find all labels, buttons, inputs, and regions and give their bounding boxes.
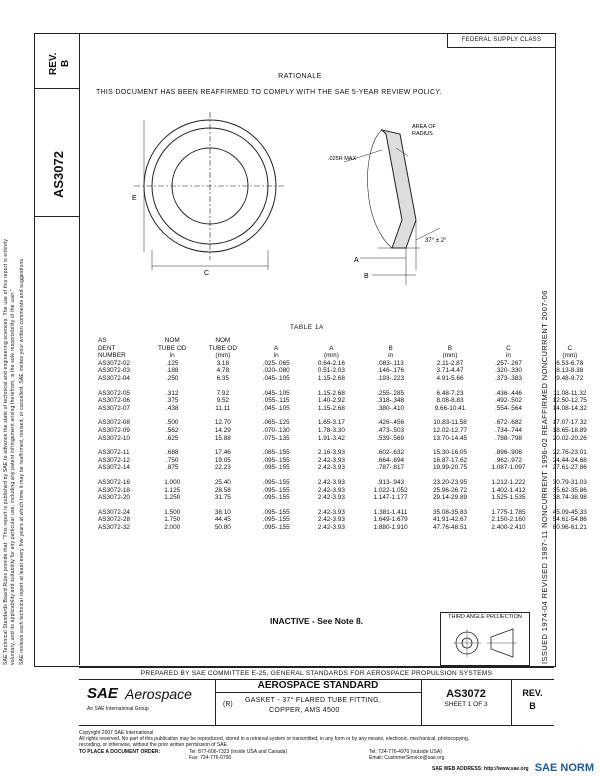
projection-symbol — [451, 625, 521, 661]
table-row — [92, 427, 600, 435]
table-cell: 6.35 — [216, 374, 230, 382]
table-cell: 38.10 — [214, 508, 231, 516]
table-cell: .250 — [165, 374, 179, 382]
radius-label: RADIUS — [412, 131, 433, 137]
table-cell: .188 — [165, 367, 179, 375]
rev-label: REV. — [522, 688, 543, 698]
table-cell: 4.78 — [216, 367, 230, 375]
left-note-line-1: SAE Technical Standards Board Rules provide that: "This report is published by SAE to advance the state of technical and engineering sciences. The use of this report is entirely — [3, 238, 9, 665]
table-cell: 11.11 — [215, 404, 231, 412]
row-spacer — [92, 502, 600, 509]
table-cell: 30.79-31.03 — [552, 478, 587, 486]
table-cell: 38.74-38.98 — [552, 494, 587, 502]
table-row — [92, 367, 600, 375]
table-cell: .257-.267 — [494, 359, 522, 367]
table-row — [92, 457, 600, 465]
table-cell: AS3072-08 — [98, 419, 130, 427]
hdr: A — [274, 344, 279, 352]
table-cell: 2.42-3.93 — [317, 523, 345, 531]
table-cell: 1.750 — [164, 516, 181, 524]
doc-number-vertical: AS3072 — [51, 151, 66, 198]
hdr: in — [169, 352, 175, 360]
table-cell: AS3072-04 — [98, 374, 130, 382]
table-cell: 15.88 — [214, 434, 231, 442]
row-spacer — [92, 472, 600, 479]
hdr: NOM — [215, 337, 231, 344]
table-cell: .125 — [165, 359, 179, 367]
table-cell: 1.15-2.68 — [317, 389, 345, 397]
table-cell: 2.150-2.160 — [491, 516, 526, 524]
hdr: (mm) — [442, 352, 458, 360]
table-cell: .962-.972 — [494, 456, 522, 464]
table-cell: 25.96-26.72 — [432, 486, 468, 494]
table-cell: AS3072-28 — [98, 516, 130, 524]
table-cell: 2.16-3.93 — [317, 449, 345, 457]
table-cell: 4.91-5.66 — [436, 374, 464, 382]
table-cell: 9.66-10.41 — [434, 404, 466, 412]
aerospace-standard: AEROSPACE STANDARD — [215, 679, 421, 693]
table-cell: .065-.125 — [262, 419, 290, 427]
header-row-1 — [92, 337, 600, 345]
table-cell: 1.525-1.535 — [491, 494, 526, 502]
table-cell: 12.70 — [214, 419, 231, 427]
table-cell: 54.61-54.86 — [552, 516, 587, 524]
table-cell: 1.775-1.785 — [491, 508, 526, 516]
table-cell: 2.11-2.87 — [436, 359, 464, 367]
table-cell: 1.500 — [164, 508, 181, 516]
hdr: (mm) — [215, 352, 231, 360]
footer — [79, 730, 549, 761]
table-cell: .193-.223 — [377, 374, 405, 382]
table-cell: 24.44-24.68 — [552, 456, 587, 464]
table-cell: 12.50-12.75 — [552, 397, 587, 405]
table-cell: 3.71-4.47 — [436, 367, 464, 375]
table-cell: AS3072-12 — [98, 456, 130, 464]
table-cell: 0.51-2.03 — [317, 367, 345, 375]
web-address[interactable]: SAE WEB ADDRESS: http://www.sae.org — [432, 766, 529, 772]
table-cell: 1.022-1.052 — [373, 486, 408, 494]
rights-cont: recording, or otherwise, without the prior written permission of SAE. — [79, 742, 229, 749]
hdr: (mm) — [562, 352, 578, 360]
revision-history: ISSUED 1974-04 REVISED 1987-11 NONCURRENT 1996-02 REAFFIRMED NONCURRENT 2007-06 — [540, 290, 549, 664]
section-profile — [382, 130, 416, 248]
table-cell: AS3072-02 — [98, 359, 130, 367]
table-cell: 1.65-3.17 — [317, 419, 345, 427]
table-cell: .625 — [165, 434, 179, 442]
table-cell: AS3072-20 — [98, 494, 130, 502]
table-cell: AS3072-24 — [98, 508, 130, 516]
hdr: NUMBER — [98, 352, 126, 360]
table-cell: AS3072-07 — [98, 404, 130, 412]
table-cell: AS3072-03 — [98, 367, 130, 375]
area-of-label: AREA OF — [412, 124, 436, 130]
third-angle-box — [440, 612, 530, 666]
table-cell: .688 — [165, 449, 179, 457]
table-cell: .312 — [165, 389, 179, 397]
title-line-2: COPPER, AMS 4500 — [269, 707, 340, 714]
hdr: A — [329, 344, 334, 352]
tel-outside: Tel: 724-776-4970 (outside USA) — [369, 748, 442, 755]
aerospace-logo: Aerospace — [125, 686, 192, 702]
table-cell: AS3072-05 — [98, 389, 130, 397]
table-cell: .025-.065 — [262, 359, 290, 367]
hdr: TUBE OD — [158, 344, 187, 352]
row-spacer — [92, 442, 600, 449]
table-cell: .750 — [165, 456, 179, 464]
hdr: in — [273, 352, 279, 360]
email: Email: CustomerService@sae.org — [369, 754, 445, 761]
rev-value-vertical: B — [60, 59, 71, 67]
table-cell: .539-.569 — [377, 434, 405, 442]
table-cell: 13.70-14.45 — [432, 434, 468, 442]
table-cell: 1.40-2.92 — [317, 397, 345, 405]
copyright: Copyright 2007 SAE International — [79, 730, 154, 736]
table-row — [92, 435, 600, 443]
table-cell: 44.45 — [214, 516, 231, 524]
hdr: in — [505, 352, 511, 360]
table-cell: .075-.135 — [262, 434, 290, 442]
table-cell: 19.99-20.75 — [432, 464, 468, 472]
table-cell: .500 — [165, 419, 179, 427]
hdr: TUBE OD — [208, 344, 238, 352]
table-cell: 2.42-3.93 — [317, 486, 345, 494]
table-cell: 2.42-3.93 — [317, 508, 345, 516]
table-cell: 1.15-2.68 — [317, 404, 345, 412]
table-cell: AS3072-09 — [98, 426, 130, 434]
table-row — [92, 397, 600, 405]
table-cell: .554-.564 — [494, 404, 522, 412]
table-cell: .070-.130 — [262, 426, 290, 434]
rationale-text: THIS DOCUMENT HAS BEEN REAFFIRMED TO COMPLY WITH THE SAE 5-YEAR REVIEW POLICY. — [96, 89, 442, 96]
table-cell: 1.649-1.679 — [373, 516, 408, 524]
table-cell: .146-.176 — [377, 367, 405, 375]
table-cell: 2.42-3.93 — [317, 478, 345, 486]
label-a: A — [354, 257, 359, 264]
doc-number-box — [34, 88, 79, 217]
table-cell: 15.30-16.05 — [432, 449, 468, 457]
table-cell: 1.087-1.097 — [491, 464, 526, 472]
table-cell: .380-.410 — [377, 404, 405, 412]
table-cell: .045-.105 — [262, 389, 290, 397]
table-row — [92, 375, 600, 383]
third-angle-label: THIRD ANGLE PROJECTION — [448, 614, 522, 620]
watermark: SAE NORM — [534, 762, 594, 774]
hdr: B — [388, 344, 393, 352]
hdr: in — [388, 352, 394, 360]
sheet-number: SHEET 1 OF 3 — [444, 701, 488, 708]
table-cell: .426-.456 — [377, 419, 405, 427]
table-cell: .375 — [165, 397, 179, 405]
table-cell: .875 — [165, 464, 179, 472]
rev-label-vertical: REV. — [48, 52, 59, 75]
table-cell: 1.381-1.411 — [373, 508, 408, 516]
table-cell: .664-.694 — [377, 456, 405, 464]
table-cell: 50.80 — [214, 523, 231, 531]
rights: All rights reserved. No part of this publication may be reproduced, stored in a retrieval system or transmitted, in any form or by any means, electronic, mechanical, photocopying, — [79, 736, 470, 743]
table-cell: .492-.502 — [494, 397, 522, 405]
rationale-title: RATIONALE — [278, 73, 322, 80]
gasket-drawing — [120, 110, 460, 310]
table-cell: 14.08-14.32 — [552, 404, 587, 412]
table-row — [92, 509, 600, 517]
table-cell: 0.64-2.16 — [317, 359, 345, 367]
hdr: C — [567, 344, 573, 352]
table-cell: 6.53-6.78 — [556, 359, 584, 367]
hdr: B — [447, 344, 453, 352]
table-cell: 1.91-3.42 — [317, 434, 345, 442]
table-cell: .473-.503 — [377, 426, 405, 434]
table-cell: 2.42-3.93 — [317, 464, 345, 472]
table-cell: 1.000 — [164, 478, 181, 486]
table-cell: 1.212-1.222 — [491, 478, 526, 486]
table-cell: 35.08-35.83 — [432, 508, 468, 516]
table-cell: 1.15-2.68 — [317, 374, 345, 382]
table-cell: .095-.155 — [262, 523, 290, 531]
revision-mark: (R) — [223, 701, 233, 708]
label-c: C — [204, 270, 210, 277]
table-cell: 12.02-12.77 — [432, 426, 468, 434]
rev-box — [34, 33, 79, 89]
table-row — [92, 419, 600, 427]
logo-subtitle: An SAE International Group — [87, 706, 149, 712]
row-spacer — [92, 412, 600, 419]
table-cell: .095-.155 — [262, 508, 290, 516]
table-cell: 28.58 — [214, 486, 231, 494]
table-cell: 16.87-17.62 — [432, 456, 468, 464]
table-cell: 8.08-8.83 — [436, 397, 464, 405]
table-cell: 1.147-1.177 — [373, 494, 408, 502]
table-row — [92, 524, 600, 532]
header-row-2 — [92, 345, 600, 353]
table-cell: .095-.155 — [262, 464, 290, 472]
r-max-label: .025R MAX — [328, 156, 357, 162]
table-cell: 8.13-8.38 — [556, 367, 584, 375]
table-cell: AS3072-16 — [98, 478, 130, 486]
table-cell: 41.91-42.67 — [432, 516, 468, 524]
table-cell: .085-.155 — [262, 449, 290, 457]
table-cell: 14.29 — [214, 426, 231, 434]
table-cell: 2.42-3.93 — [317, 456, 345, 464]
table-cell: 10.83-11.58 — [433, 419, 467, 427]
table-row — [92, 390, 600, 398]
federal-supply-class: FEDERAL SUPPLY CLASS — [447, 33, 555, 48]
table-cell: AS3072-06 — [98, 397, 130, 405]
hdr: NOM — [164, 337, 180, 344]
table-cell: .318-.348 — [377, 397, 405, 405]
table-cell: .672-.682 — [494, 419, 522, 427]
table-cell: 20.02-20.26 — [552, 434, 587, 442]
table-cell: 9.48-9.72 — [556, 374, 584, 382]
table-cell: .787-.817 — [377, 464, 405, 472]
table-cell: .095-.155 — [262, 494, 290, 502]
table-cell: .562 — [165, 426, 179, 434]
table-cell: 2.000 — [164, 523, 181, 531]
table-cell: 1.402-1.412 — [491, 486, 526, 494]
hdr: C — [506, 344, 511, 352]
doc-number: AS3072 — [446, 688, 486, 700]
table-row — [92, 479, 600, 487]
tel-inside: Tel: 877-606-7323 (inside USA and Canada) — [189, 748, 288, 755]
table-cell: 2.42-3.93 — [317, 494, 345, 502]
table-cell: 23.20-23.95 — [432, 478, 468, 486]
table-cell: 3.18 — [216, 359, 230, 367]
table-cell: 1.880-1.910 — [373, 523, 408, 531]
table-cell: 22.76-23.01 — [552, 449, 587, 457]
table-row — [92, 464, 600, 472]
table-title: TABLE 1A — [290, 324, 324, 331]
hdr: DENT — [98, 344, 116, 352]
dimension-table — [92, 337, 600, 531]
table-cell: .436-.446 — [494, 389, 522, 397]
table-cell: 7.92 — [216, 389, 230, 397]
table-cell: 6.48-7.23 — [436, 389, 464, 397]
table-cell: .095-.155 — [262, 486, 290, 494]
table-cell: AS3072-10 — [98, 434, 130, 442]
table-cell: .045-.105 — [262, 404, 290, 412]
left-note-line-2: voluntary, and its applicability and suitability for any particular use, including any patent infringement arising therefrom, is the sole responsibility of the user." — [10, 288, 16, 665]
table-row — [92, 449, 600, 457]
table-cell: 2.42-3.93 — [317, 516, 345, 524]
table-row — [92, 405, 600, 413]
table-cell: 17.07-17.32 — [552, 419, 587, 427]
table-row — [92, 487, 600, 495]
table-cell: .602-.632 — [377, 449, 405, 457]
rev-value: B — [529, 701, 536, 711]
table-cell: .095-.155 — [262, 456, 290, 464]
table-cell: 47.76-48.51 — [432, 523, 468, 531]
logo-box — [79, 679, 216, 726]
table-cell: .020-.080 — [262, 367, 290, 375]
table-cell: .095-.155 — [262, 478, 290, 486]
table-cell: .045-.105 — [262, 374, 290, 382]
table-cell: 18.65-18.89 — [552, 426, 587, 434]
table-cell: 22.23 — [214, 464, 231, 472]
table-cell: 45.09-45.33 — [552, 508, 587, 516]
table-cell: .896-.906 — [494, 449, 522, 457]
table-cell: .255-.285 — [377, 389, 405, 397]
left-column — [34, 33, 80, 665]
table-row — [92, 360, 600, 368]
prepared-by: PREPARED BY SAE COMMITTEE E-25, GENERAL STANDARDS FOR AEROSPACE PROPULSION SYSTEMS — [79, 667, 554, 680]
table-cell: AS3072-18 — [98, 486, 130, 494]
table-cell: 25.40 — [214, 478, 231, 486]
table-row — [92, 494, 600, 502]
label-b: B — [364, 273, 369, 280]
order-label: TO PLACE A DOCUMENT ORDER: — [79, 748, 161, 755]
table-cell: 19.05 — [214, 456, 231, 464]
hdr: AS — [98, 337, 107, 344]
left-note-line-3: SAE reviews each technical report at least every five years at which time it may be reaffirmed, revised, or cancelled. SAE invites your written comments and suggestions. — [19, 257, 25, 665]
table-cell: .373-.383 — [494, 374, 522, 382]
standard-box — [215, 679, 422, 726]
header-row-3 — [92, 352, 600, 360]
table-cell: .095-.155 — [262, 516, 290, 524]
table-cell: 2.400-2.410 — [491, 523, 526, 531]
table-row — [92, 516, 600, 524]
table-cell: AS3072-14 — [98, 464, 130, 472]
table-cell: .913-.943 — [377, 478, 405, 486]
table-cell: 1.125 — [164, 486, 181, 494]
table-cell: .320-.330 — [494, 367, 522, 375]
table-cell: .083-.113 — [377, 359, 404, 367]
row-spacer — [92, 383, 600, 390]
table-cell: 27.61-27.86 — [552, 464, 587, 472]
table-cell: 60.96-61.21 — [552, 523, 587, 531]
angle-label: 37° ± 2° — [425, 238, 447, 244]
inactive-note: INACTIVE - See Note 8. — [270, 616, 364, 626]
table-cell: 11.08-11.32 — [553, 389, 587, 397]
label-e: E — [132, 195, 137, 202]
table-cell: 9.52 — [216, 397, 230, 405]
sae-logo: SAE — [87, 685, 118, 702]
table-cell: 29.14-29.89 — [432, 494, 468, 502]
table-cell: 17.46 — [214, 449, 231, 457]
table-cell: 31.75 — [214, 494, 231, 502]
table-cell: .734-.744 — [494, 426, 522, 434]
fax: Fax: 724-776-0790 — [189, 754, 232, 761]
hdr: (mm) — [323, 352, 339, 360]
rev-block — [511, 679, 554, 726]
number-box — [421, 679, 512, 726]
table-cell: AS3072-32 — [98, 523, 130, 531]
table-cell: 1.250 — [164, 494, 181, 502]
table-cell: 1.78-3.30 — [317, 426, 345, 434]
table-cell: .055-.115 — [262, 397, 290, 405]
title-line-1: GASKET - 37° FLARED TUBE FITTING, — [245, 697, 382, 704]
table-cell: .438 — [165, 404, 179, 412]
table-cell: .788-.798 — [494, 434, 522, 442]
table-cell: 35.62-35.86 — [552, 486, 587, 494]
table-cell: AS3072-11 — [98, 449, 130, 457]
